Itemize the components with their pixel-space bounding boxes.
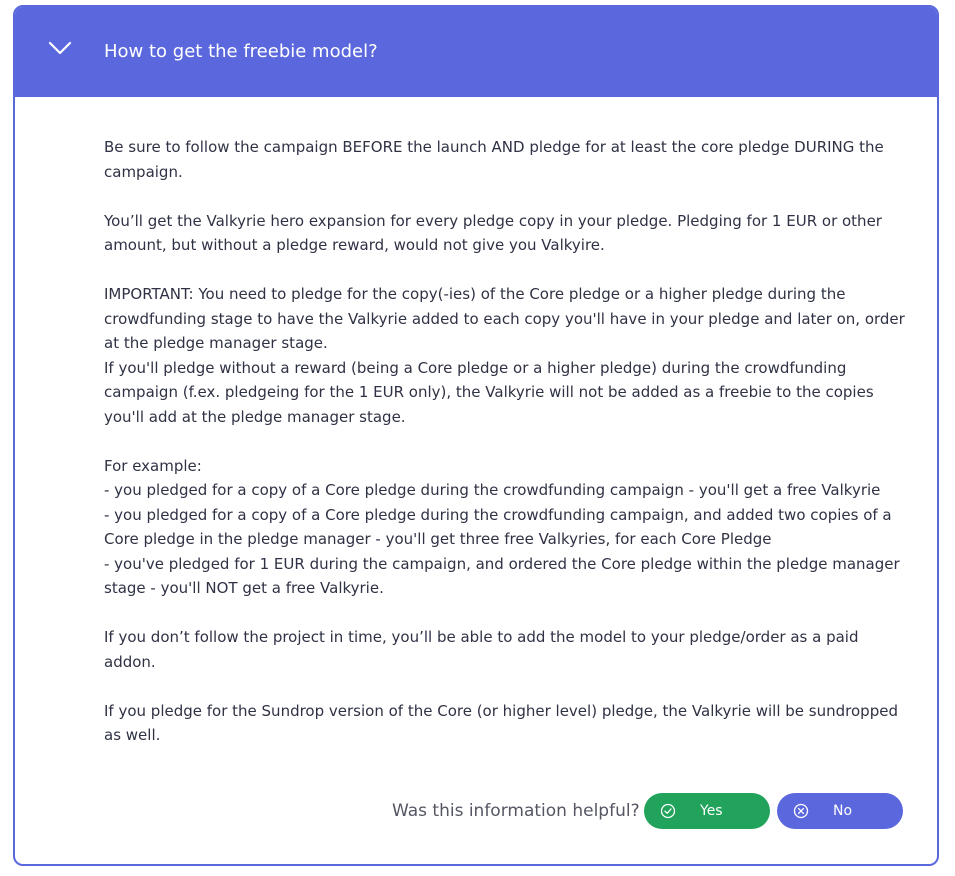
faq-answer: [104, 135, 909, 772]
no-button[interactable]: [777, 793, 903, 829]
x-circle-icon: [793, 803, 809, 819]
feedback-question: Was this information helpful?: [392, 801, 640, 821]
answer-paragraph-sundrop: If you pledge for the Sundrop version of the Core (or higher level) pledge, the Valkyrie will be sundropped as well.: [104, 701, 898, 744]
chevron-down-icon[interactable]: [48, 41, 72, 55]
faq-title[interactable]: How to get the freebie model?: [104, 41, 378, 62]
answer-paragraph-important: IMPORTANT: You need to pledge for the copy(-ies) of the Core pledge or a higher pledge during the crowdfunding stage to have the Valkyrie added to each copy you'll have in your pledge and later on, order at the pledge manager stage. If you'll pledge without a reward (being a Core pledge or a higher pledge) during the crowdfunding campaign (f.ex. pledgeing for the 1 EUR only), the Valkyrie will not be added as a freebie to the copies you'll add at the pledge manager stage.: [104, 285, 905, 426]
check-circle-icon: [660, 803, 676, 819]
yes-button[interactable]: [644, 793, 770, 829]
answer-paragraph-valkyrie: You’ll get the Valkyrie hero expansion for every pledge copy in your pledge. Pledging for 1 EUR or other amount, but without a pledge reward, would not give you Valkyire.: [104, 211, 882, 254]
answer-paragraph-follow: Be sure to follow the campaign BEFORE the launch AND pledge for at least the core pledge DURING the campaign.: [104, 138, 884, 181]
answer-paragraph-paid-addon: If you don’t follow the project in time, you’ll be able to add the model to your pledge/order as a paid addon.: [104, 628, 859, 671]
yes-label: Yes: [700, 803, 723, 819]
no-label: No: [833, 803, 853, 819]
faq-header[interactable]: [15, 7, 937, 97]
answer-paragraph-example: For example: - you pledged for a copy of a Core pledge during the crowdfunding campaign - you'll get a free Valkyrie - you pledged for a copy of a Core pledge during the crowdfunding campaign, and added two copies of a Core pledge in the pledge manager - you'll get three free Valkyries, for each Core Pledge - you've pledged for 1 EUR during the campaign, and ordered the Core pledge within the pledge manager stage - you'll NOT get a free Valkyrie.: [104, 456, 900, 597]
feedback-bar: [15, 793, 937, 829]
faq-card: [13, 5, 939, 866]
